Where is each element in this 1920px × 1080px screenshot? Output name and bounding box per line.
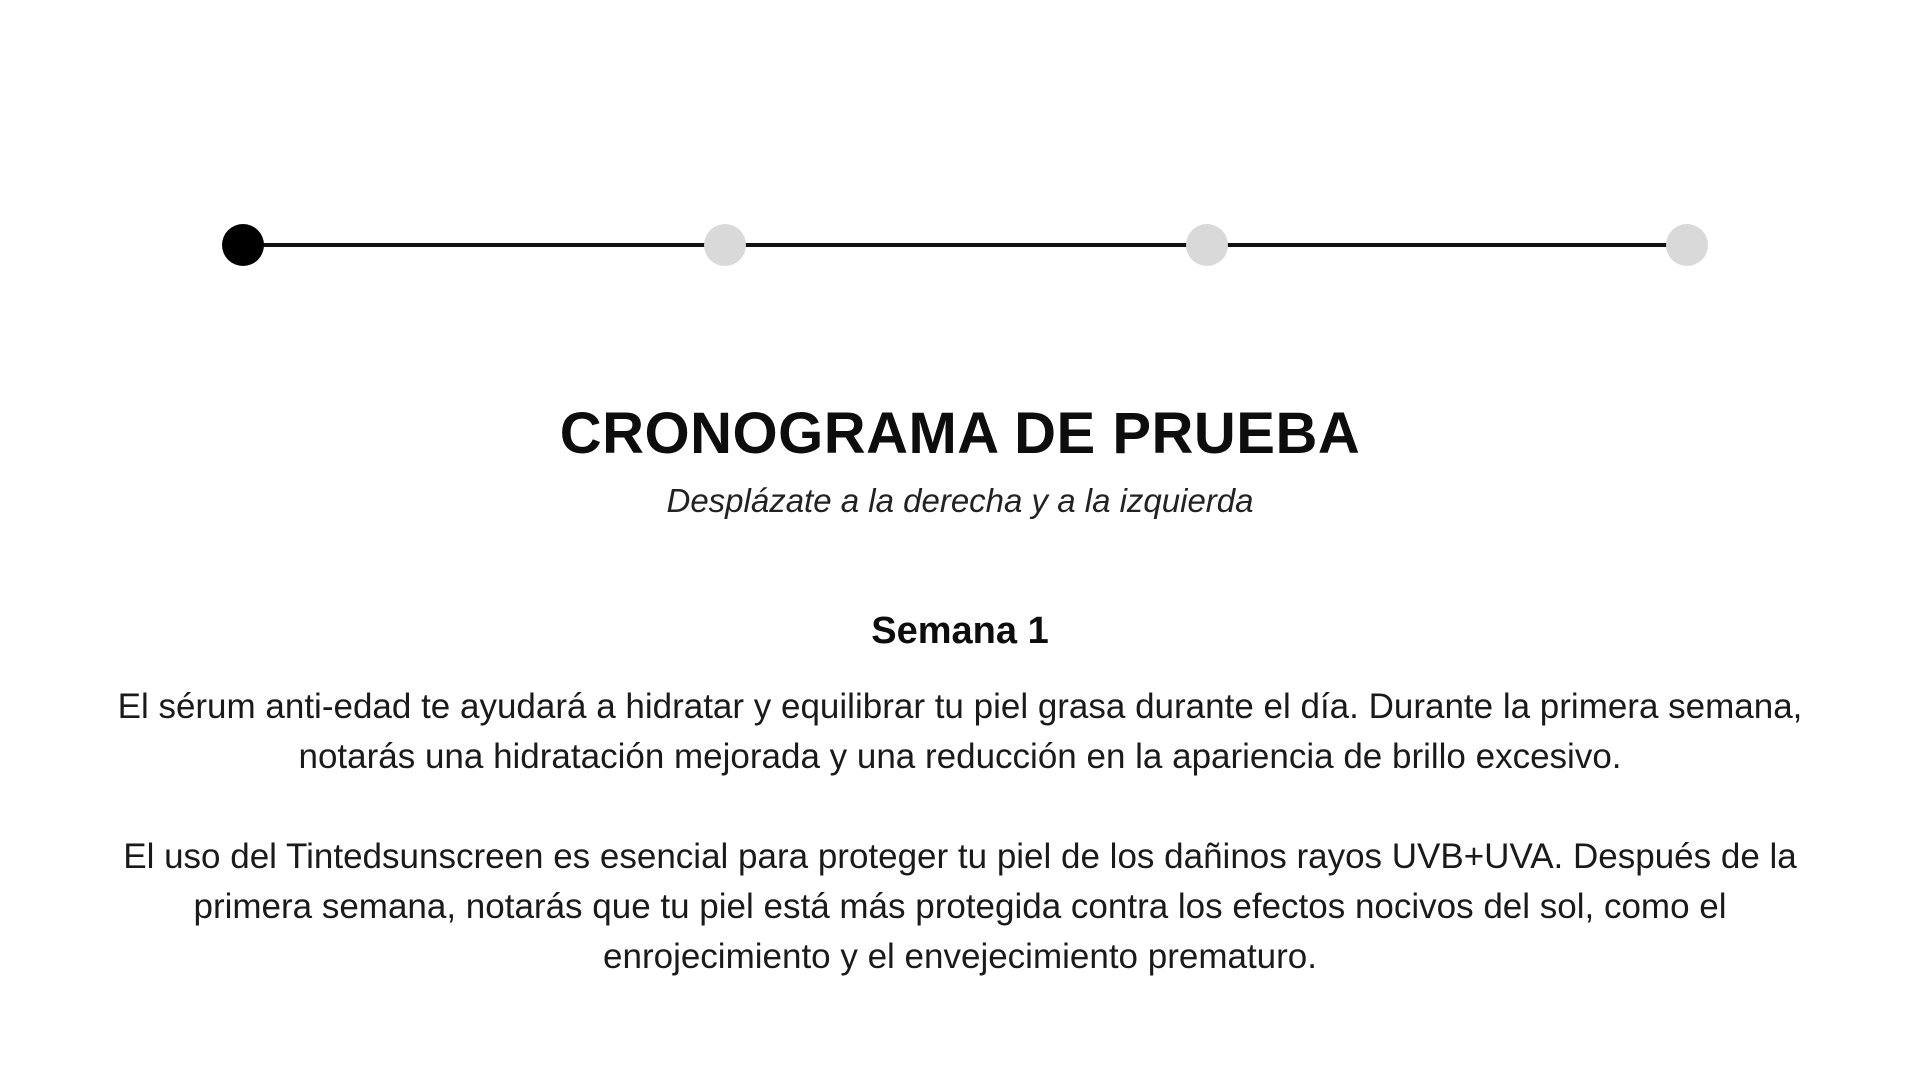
description-paragraph-sunscreen: El uso del Tintedsunscreen es esencial para proteger tu piel de los dañinos rayos UVB+UVA. Después de la primera semana, notarás que tu piel está más protegida contra los efectos nocivos del sol, como el enrojecimiento y el envejecimiento prematuro. bbox=[123, 837, 1797, 976]
timeline-step-1-dot[interactable] bbox=[222, 224, 264, 266]
scroll-hint: Desplázate a la derecha y a la izquierda bbox=[666, 482, 1254, 519]
timeline-step-3-dot[interactable] bbox=[1186, 224, 1228, 266]
timeline-line bbox=[725, 243, 1207, 247]
description-paragraph-serum: El sérum anti-edad te ayudará a hidratar y equilibrar tu piel grasa durante el día. Durante la primera semana, notarás una hidratación mejorada y una reducción en la apariencia de brillo excesivo. bbox=[117, 687, 1803, 776]
timeline-slider[interactable] bbox=[222, 224, 1708, 266]
timeline-step-4-dot[interactable] bbox=[1666, 224, 1708, 266]
page-title: CRONOGRAMA DE PRUEBA bbox=[559, 401, 1361, 466]
timeline-line bbox=[243, 243, 725, 247]
timeline-line bbox=[1207, 243, 1687, 247]
week-heading: Semana 1 bbox=[871, 610, 1049, 652]
timeline-step-2-dot[interactable] bbox=[704, 224, 746, 266]
